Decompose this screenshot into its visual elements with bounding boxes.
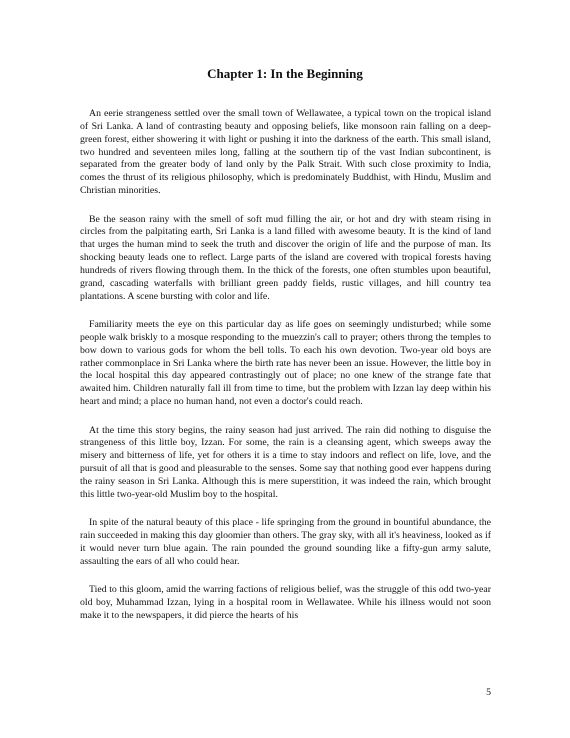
- body-text: [80, 108, 491, 638]
- paragraph-6: Tied to this gloom, amid the warring factions of religious belief, was the struggle of this odd two-year old boy, Muhammad Izzan, lying in a hospital room in Wellawatee. While his illness would not soon make it to the newspapers, it did pierce the hearts of his: [80, 584, 491, 621]
- chapter-title: Chapter 1: In the Beginning: [207, 66, 363, 81]
- paragraph-2: Be the season rainy with the smell of soft mud filling the air, or hot and dry with steam rising in circles from the palpitating earth, Sri Lanka is a land filled with awesome beauty. It is the kind of land that urges the human mind to seek the truth and discover the origin of life and the purpose of man. Its shocking beauty leads one to reflect. Large parts of the island are covered with tropical forests having hundreds of rivers flowing through them. In the thick of the forests, one often stumbles upon beautiful, grand, cascading waterfalls with brilliant green paddy fields, rustic villages, and hill country tea plantations. A scene bursting with color and life.: [80, 213, 491, 302]
- paragraph-1: An eerie strangeness settled over the small town of Wellawatee, a typical town on the tropical island of Sri Lanka. A land of contrasting beauty and opposing beliefs, like monsoon rain falling on a deep-green forest, either showering it with light or pushing it into the darkness of the earth. This small island, two hundred and seventeen miles long, falling at the southern tip of the vast Indian subcontinent, is separated from the greater body of land only by the Palk Strait. With such close proximity to India, comes the thrust of its religious philosophy, which is predominately Buddhist, with Hindu, Muslim and Christian minorities.: [80, 108, 491, 197]
- page-number: 5: [486, 687, 491, 698]
- paragraph-3: Familiarity meets the eye on this particular day as life goes on seemingly undisturbed; while some people walk briskly to a mosque responding to the muezzin's call to prayer; others throng the temples to bow down to various gods for whom the bell tolls. To each his own devotion. Two-year old boys are rather commonplace in Sri Lanka where the birth rate has never been an issue. However, the little boy in the local hospital this day appeared contrastingly out of place; no one knew of the strange fate that awaited him. Children naturally fall ill from time to time, but the problem with Izzan lay deep within his heart and mind; a place no human hand, not even a doctor's could reach.: [80, 319, 491, 408]
- paragraph-4: At the time this story begins, the rainy season had just arrived. The rain did nothing to disguise the strangeness of this little boy, Izzan. For some, the rain is a cleansing agent, which sweeps away the misery and bitterness of life, yet for others it is a time to stay indoors and reflect on life, love, and the pursuit of all that is good and pleasurable to the senses. Some say that nothing good ever happens during the rainy season in Sri Lanka. Although this is mere superstition, it was indeed the rain, which brought this little two-year-old Muslim boy to the hospital.: [80, 424, 491, 500]
- paragraph-5: In spite of the natural beauty of this place - life springing from the ground in bountiful abundance, the rain succeeded in making this day gloomier than others. The gray sky, with all it's heaviness, looked as if it would never turn blue again. The rain pounded the ground sounding like a fifty-gun army salute, assaulting the ears of all who could hear.: [80, 517, 491, 567]
